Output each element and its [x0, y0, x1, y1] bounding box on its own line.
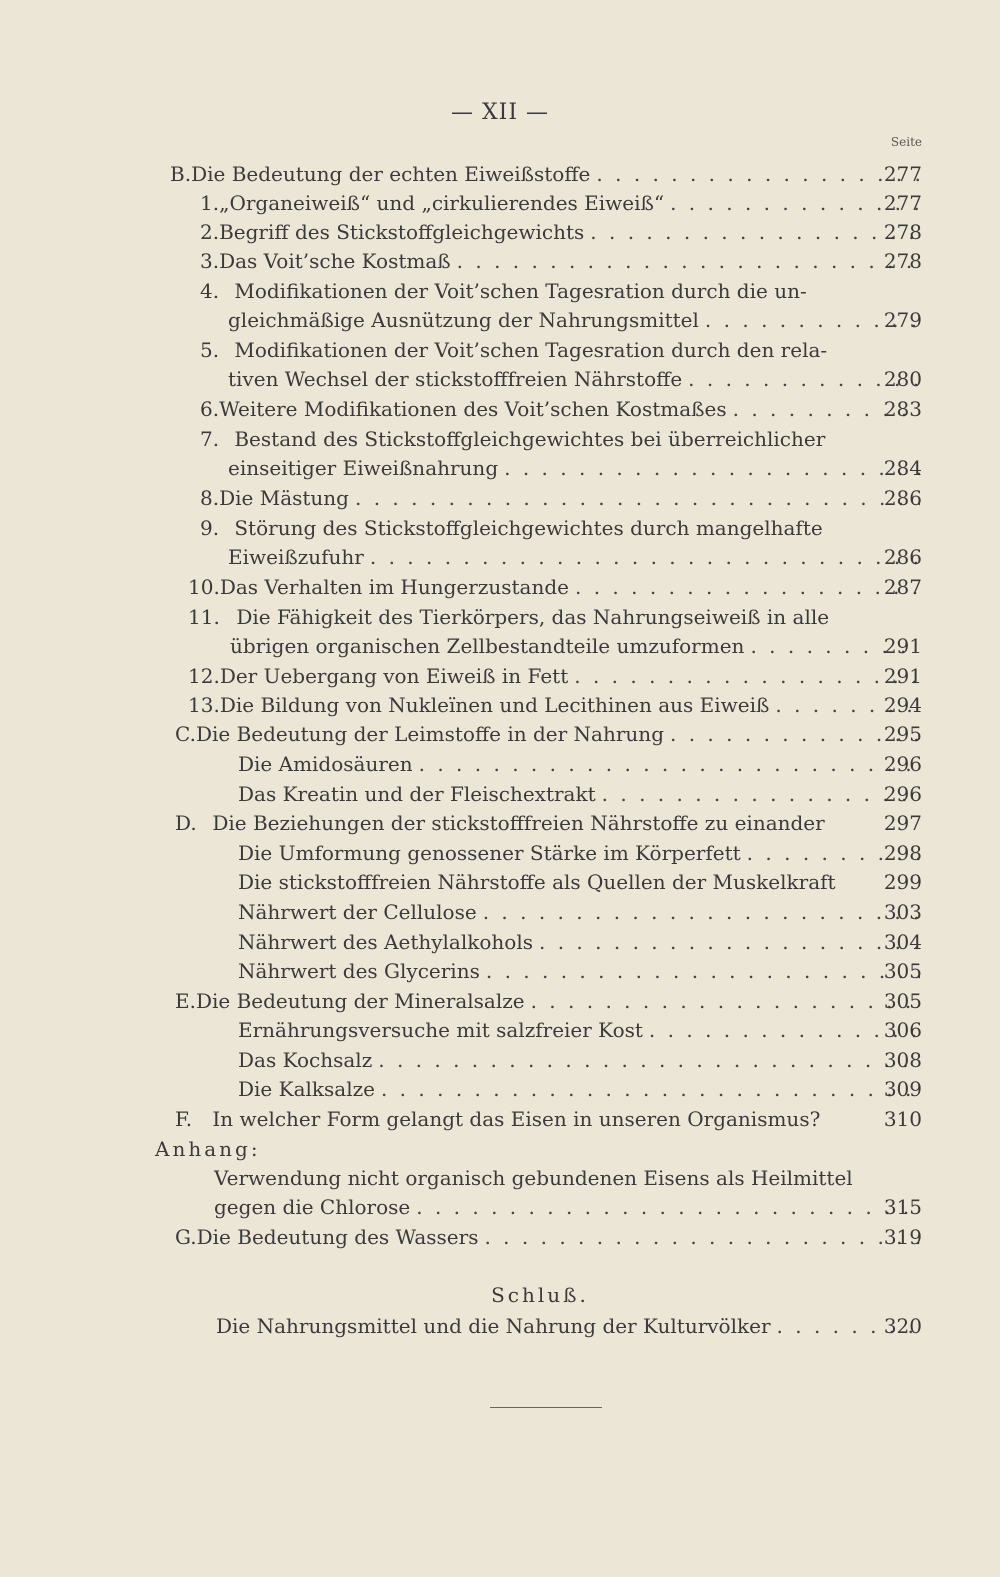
toc-page: 297: [883, 811, 922, 835]
toc-entry-1[interactable]: 1. „Organeiweiß“ und „cirkulierendes Eiweiß“ . . .: [200, 189, 920, 218]
toc-entry-7[interactable]: 7. Bestand des Stickstoffgleichgewichtes bei überreichlicher: [200, 427, 826, 451]
dot-leader: [410, 1193, 920, 1222]
toc-page: 291: [883, 634, 922, 658]
toc-page: 295: [883, 722, 922, 746]
toc-entry-3[interactable]: 3. Das Voit’sche Kostmaß . . .: [200, 247, 920, 276]
toc-page: 283: [883, 397, 922, 421]
dot-leader: [375, 1075, 920, 1104]
toc-page: 287: [883, 575, 922, 599]
toc-page: 305: [883, 959, 922, 983]
toc-page: 278: [883, 249, 922, 273]
toc-page: 298: [883, 841, 922, 865]
toc-entry-d[interactable]: D. Die Beziehungen der stickstofffreien Nährstoffe zu einander: [175, 811, 825, 835]
toc-entry-kreatin[interactable]: Das Kreatin und der Fleischextrakt . . .: [238, 780, 920, 809]
toc-entry-12[interactable]: 12. Der Uebergang von Eiweiß in Fett . . .: [188, 662, 920, 691]
dot-leader: [596, 780, 920, 809]
toc-entry-5-cont: tiven Wechsel der stickstofffreien Nährstoffe . . .: [228, 365, 920, 394]
closing-rule: [490, 1407, 602, 1408]
toc-entry-schluss[interactable]: Die Nahrungsmittel und die Nahrung der Kulturvölker . . .: [216, 1312, 920, 1341]
dot-leader: [568, 662, 920, 691]
toc-page: 296: [883, 782, 922, 806]
toc-page: 284: [883, 456, 922, 480]
toc-entry-9[interactable]: 9. Störung des Stickstoffgleichgewichtes durch mangelhafte: [200, 516, 823, 540]
toc-page: 319: [883, 1225, 922, 1249]
toc-entry-f[interactable]: F. In welcher Form gelangt das Eisen in unseren Organismus?: [175, 1107, 821, 1131]
dot-leader: [364, 543, 920, 572]
toc-page: 279: [883, 308, 922, 332]
toc-entry-muskelkraft[interactable]: Die stickstofffreien Nährstoffe als Quellen der Muskelkraft: [238, 870, 836, 894]
toc-page: 309: [883, 1077, 922, 1101]
toc-page: 304: [883, 930, 922, 954]
toc-entry-salzfreie-kost[interactable]: Ernährungsversuche mit salzfreier Kost . . .: [238, 1016, 920, 1045]
toc-entry-g[interactable]: G. Die Bedeutung des Wassers . . .: [175, 1223, 920, 1252]
toc-entry-kochsalz[interactable]: Das Kochsalz . . .: [238, 1046, 920, 1075]
toc-entry-5[interactable]: 5. Modifikationen der Voit’schen Tagesration durch den rela-: [200, 338, 828, 362]
dot-leader: [569, 573, 920, 602]
toc-page: 277: [883, 162, 922, 186]
dot-leader: [590, 160, 920, 189]
toc-entry-e[interactable]: E. Die Bedeutung der Mineralsalze . . .: [175, 987, 920, 1016]
toc-entry-4-cont: gleichmäßige Ausnützung der Nahrungsmittel . . .: [228, 306, 920, 335]
toc-entry-kalksalze[interactable]: Die Kalksalze . . .: [238, 1075, 920, 1104]
dot-leader: [413, 750, 920, 779]
anhang-heading: Anhang:: [155, 1137, 261, 1161]
toc-page: 305: [883, 989, 922, 1013]
toc-page: 306: [883, 1018, 922, 1042]
toc-page: 315: [883, 1195, 922, 1219]
toc-entry-11-cont: übrigen organischen Zellbestandteile umzuformen . . .: [230, 632, 920, 661]
toc-entry-c[interactable]: C. Die Bedeutung der Leimstoffe in der Nahrung . . .: [175, 720, 920, 749]
toc-page: 294: [883, 693, 922, 717]
toc-entry-glycerin[interactable]: Nährwert des Glycerins . . .: [238, 957, 920, 986]
dot-leader: [478, 1223, 920, 1252]
toc-page: 310: [883, 1107, 922, 1131]
toc-entry-umformung[interactable]: Die Umformung genossener Stärke im Körperfett . . .: [238, 839, 920, 868]
toc-entry-9-cont: Eiweißzufuhr . . .: [228, 543, 920, 572]
toc-page: 308: [883, 1048, 922, 1072]
toc-entry-amidosaeuren[interactable]: Die Amidosäuren . . .: [238, 750, 920, 779]
toc-entry-2[interactable]: 2. Begriff des Stickstoffgleichgewichts . . .: [200, 218, 920, 247]
toc-page: 291: [883, 664, 922, 688]
toc-page: 296: [883, 752, 922, 776]
toc-entry-8[interactable]: 8. Die Mästung . . .: [200, 484, 920, 513]
dot-leader: [584, 218, 920, 247]
dot-leader: [372, 1046, 920, 1075]
dot-leader: [349, 484, 920, 513]
dot-leader: [477, 898, 920, 927]
toc-entry-10[interactable]: 10. Das Verhalten im Hungerzustande . . .: [188, 573, 920, 602]
dot-leader: [533, 928, 920, 957]
dot-leader: [525, 987, 920, 1016]
toc-page: 280: [883, 367, 922, 391]
toc-entry-aethylalkohol[interactable]: Nährwert des Aethylalkohols . . .: [238, 928, 920, 957]
toc-page: 299: [883, 870, 922, 894]
toc-entry-11[interactable]: 11. Die Fähigkeit des Tierkörpers, das Nahrungseiweiß in alle: [188, 605, 830, 629]
toc-page: 320: [883, 1314, 922, 1338]
schluss-heading: Schluß.: [491, 1283, 589, 1307]
toc-entry-eisen-heilmittel[interactable]: Verwendung nicht organisch gebundenen Eisens als Heilmittel: [214, 1166, 853, 1190]
dot-leader: [480, 957, 920, 986]
seite-label: Seite: [890, 135, 922, 149]
toc-entry-eisen-heilmittel-cont: gegen die Chlorose . . .: [214, 1193, 920, 1222]
toc-entry-cellulose[interactable]: Nährwert der Cellulose . . .: [238, 898, 920, 927]
toc-page: 303: [883, 900, 922, 924]
toc-page: 277: [883, 191, 922, 215]
toc-entry-4[interactable]: 4. Modifikationen der Voit’schen Tagesration durch die un-: [200, 279, 807, 303]
page-number: — XII —: [450, 100, 550, 125]
toc-entry-b[interactable]: B. Die Bedeutung der echten Eiweißstoffe . . .: [170, 160, 920, 189]
toc-page: 278: [883, 220, 922, 244]
toc-entry-13[interactable]: 13. Die Bildung von Nukleïnen und Lecithinen aus Eiweiß . . .: [188, 691, 920, 720]
dot-leader: [451, 247, 920, 276]
toc-entry-6[interactable]: 6. Weitere Modifikationen des Voit’schen Kostmaßes . . .: [200, 395, 920, 424]
toc-page: 286: [883, 486, 922, 510]
toc-page: 286: [883, 545, 922, 569]
dot-leader: [498, 454, 920, 483]
toc-entry-7-cont: einseitiger Eiweißnahrung . . .: [228, 454, 920, 483]
